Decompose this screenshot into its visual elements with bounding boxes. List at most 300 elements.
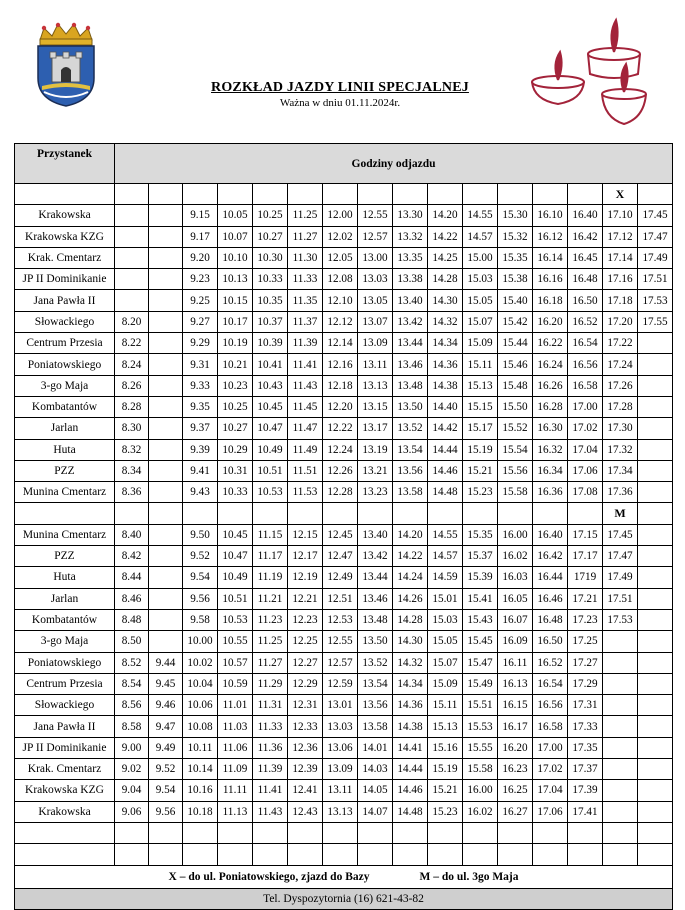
departure-time (638, 801, 673, 822)
empty-cell (218, 822, 253, 843)
departure-time: 15.40 (498, 290, 533, 311)
departure-time: 9.50 (183, 524, 218, 545)
departure-time: 9.44 (149, 652, 183, 673)
departure-time: 10.51 (218, 588, 253, 609)
departure-time (638, 396, 673, 417)
departure-time: 9.02 (115, 759, 149, 780)
departure-time: 17.06 (533, 801, 568, 822)
departure-time: 8.48 (115, 609, 149, 630)
departure-time: 9.47 (149, 716, 183, 737)
departure-time: 16.18 (533, 290, 568, 311)
departure-time: 17.32 (603, 439, 638, 460)
departure-time: 11.33 (253, 716, 288, 737)
departure-time (603, 652, 638, 673)
departure-time: 10.49 (218, 567, 253, 588)
departure-time: 17.17 (568, 546, 603, 567)
departure-time: 12.10 (323, 290, 358, 311)
departure-time: 13.21 (358, 460, 393, 481)
empty-cell (323, 503, 358, 524)
departure-time: 9.41 (183, 460, 218, 481)
departure-time: 11.33 (288, 269, 323, 290)
departure-time: 13.11 (323, 780, 358, 801)
departure-time: 11.35 (288, 290, 323, 311)
empty-cell (323, 822, 358, 843)
departure-time: 12.18 (323, 375, 358, 396)
departure-time: 10.13 (218, 269, 253, 290)
stop-name: JP II Dominikanie (15, 269, 115, 290)
table-row (15, 588, 673, 609)
empty-cell (428, 822, 463, 843)
departure-time: 8.34 (115, 460, 149, 481)
departure-time: 14.55 (428, 524, 463, 545)
departure-time: 13.40 (358, 524, 393, 545)
departure-time (149, 375, 183, 396)
departure-time: 14.48 (428, 482, 463, 503)
departure-time: 13.48 (393, 375, 428, 396)
departure-time (149, 311, 183, 332)
departure-time: 10.21 (218, 354, 253, 375)
departure-time: 13.35 (393, 247, 428, 268)
departure-time: 16.02 (498, 546, 533, 567)
departure-time: 15.43 (463, 609, 498, 630)
departure-time: 17.49 (638, 247, 673, 268)
stop-name: Munina Cmentarz (15, 482, 115, 503)
departure-time (115, 269, 149, 290)
departure-time: 11.36 (253, 737, 288, 758)
departure-time: 13.50 (358, 631, 393, 652)
departure-time: 15.39 (463, 567, 498, 588)
departure-time: 15.58 (463, 759, 498, 780)
departure-time: 10.47 (218, 546, 253, 567)
departure-time: 15.01 (428, 588, 463, 609)
departure-time: 16.03 (498, 567, 533, 588)
departure-time: 12.31 (288, 695, 323, 716)
empty-cell (183, 844, 218, 865)
departure-time: 10.27 (218, 418, 253, 439)
empty-cell (428, 503, 463, 524)
departure-time: 13.50 (393, 396, 428, 417)
departure-hours-header: Godziny odjazdu (115, 144, 673, 184)
departure-time: 16.00 (498, 524, 533, 545)
departure-time: 9.46 (149, 695, 183, 716)
departure-time: 16.44 (533, 567, 568, 588)
departure-time: 17.15 (568, 524, 603, 545)
departure-time: 15.13 (463, 375, 498, 396)
departure-time (149, 333, 183, 354)
departure-time (603, 737, 638, 758)
departure-time: 17.36 (603, 482, 638, 503)
departure-time: 14.22 (393, 546, 428, 567)
departure-time (149, 439, 183, 460)
departure-time: 10.53 (253, 482, 288, 503)
departure-time: 9.29 (183, 333, 218, 354)
departure-time: 10.31 (218, 460, 253, 481)
departure-time: 15.35 (498, 247, 533, 268)
departure-time: 8.54 (115, 673, 149, 694)
departure-time: 14.30 (428, 290, 463, 311)
departure-time: 10.41 (253, 354, 288, 375)
empty-cell (498, 184, 533, 205)
departure-time: 15.53 (463, 716, 498, 737)
departure-time: 12.28 (323, 482, 358, 503)
departure-time: 13.09 (358, 333, 393, 354)
table-row (15, 567, 673, 588)
departure-time: 17.02 (568, 418, 603, 439)
departure-time: 10.30 (253, 247, 288, 268)
departure-time: 17.53 (603, 609, 638, 630)
departure-time: 9.25 (183, 290, 218, 311)
departure-time: 16.27 (498, 801, 533, 822)
departure-time (149, 247, 183, 268)
departure-time: 9.15 (183, 205, 218, 226)
departure-time: 12.55 (323, 631, 358, 652)
departure-time: 9.49 (149, 737, 183, 758)
departure-time: 16.11 (498, 652, 533, 673)
departure-time: 10.33 (253, 269, 288, 290)
departure-time: 16.52 (568, 311, 603, 332)
departure-time (603, 716, 638, 737)
table-row (15, 205, 673, 226)
departure-time: 12.49 (323, 567, 358, 588)
departure-time: 14.07 (358, 801, 393, 822)
section-x-mark-row (15, 184, 673, 205)
departure-time: 10.53 (218, 609, 253, 630)
departure-time: 16.32 (533, 439, 568, 460)
departure-time: 15.03 (463, 269, 498, 290)
departure-time: 12.59 (323, 673, 358, 694)
departure-time: 17.04 (533, 780, 568, 801)
stop-name: Kombatantów (15, 609, 115, 630)
departure-time (638, 546, 673, 567)
empty-cell (638, 844, 673, 865)
departure-time (603, 801, 638, 822)
departure-time: 10.45 (253, 396, 288, 417)
departure-time: 12.57 (358, 226, 393, 247)
departure-time (115, 226, 149, 247)
empty-cell (323, 184, 358, 205)
departure-time: 13.40 (393, 290, 428, 311)
departure-time: 14.36 (428, 354, 463, 375)
departure-time: 10.25 (253, 205, 288, 226)
departure-time: 17.35 (568, 737, 603, 758)
departure-time: 16.42 (533, 546, 568, 567)
empty-cell (393, 822, 428, 843)
stop-name: Jarlan (15, 418, 115, 439)
departure-time: 17.45 (638, 205, 673, 226)
departure-time: 15.41 (463, 588, 498, 609)
departure-time: 13.01 (323, 695, 358, 716)
empty-cell (149, 184, 183, 205)
departure-time: 16.20 (498, 737, 533, 758)
departure-time: 14.55 (463, 205, 498, 226)
empty-cell (15, 822, 115, 843)
departure-time: 17.08 (568, 482, 603, 503)
empty-cell (393, 844, 428, 865)
departure-time: 14.20 (393, 524, 428, 545)
phone-row (15, 888, 673, 909)
empty-cell (288, 184, 323, 205)
timetable (14, 143, 673, 910)
departure-time: 14.57 (463, 226, 498, 247)
departure-time: 10.55 (218, 631, 253, 652)
departure-time: 13.30 (393, 205, 428, 226)
empty-cell (15, 503, 115, 524)
departure-time: 16.45 (568, 247, 603, 268)
empty-cell (149, 503, 183, 524)
departure-time: 16.15 (498, 695, 533, 716)
departure-time: 16.28 (533, 396, 568, 417)
departure-time: 9.45 (149, 673, 183, 694)
departure-time: 8.32 (115, 439, 149, 460)
departure-time: 13.38 (393, 269, 428, 290)
departure-time: 14.28 (428, 269, 463, 290)
departure-time: 12.12 (323, 311, 358, 332)
departure-time: 16.54 (533, 673, 568, 694)
departure-time: 8.58 (115, 716, 149, 737)
table-row (15, 482, 673, 503)
empty-cell (253, 184, 288, 205)
departure-time: 8.44 (115, 567, 149, 588)
departure-time (638, 652, 673, 673)
departure-time: 14.38 (428, 375, 463, 396)
departure-time: 10.07 (218, 226, 253, 247)
departure-time: 11.15 (253, 524, 288, 545)
departure-time: 9.23 (183, 269, 218, 290)
empty-cell (15, 184, 115, 205)
departure-time: 8.56 (115, 695, 149, 716)
departure-time: 16.48 (533, 609, 568, 630)
departure-time: 12.26 (323, 460, 358, 481)
section-m-mark-row (15, 503, 673, 524)
departure-time (149, 226, 183, 247)
departure-time: 15.19 (463, 439, 498, 460)
table-row (15, 439, 673, 460)
departure-time: 14.24 (393, 567, 428, 588)
departure-time: 15.23 (463, 482, 498, 503)
departure-time: 14.25 (428, 247, 463, 268)
departure-time (638, 354, 673, 375)
departure-time (149, 631, 183, 652)
empty-cell (428, 184, 463, 205)
departure-time: 13.32 (393, 226, 428, 247)
departure-time: 14.34 (393, 673, 428, 694)
departure-time: 13.46 (393, 354, 428, 375)
departure-time: 17.12 (603, 226, 638, 247)
departure-time (638, 695, 673, 716)
departure-time: 15.51 (463, 695, 498, 716)
empty-cell (288, 844, 323, 865)
departure-time: 15.13 (428, 716, 463, 737)
departure-time: 10.47 (253, 418, 288, 439)
departure-time: 12.22 (323, 418, 358, 439)
departure-time: 12.19 (288, 567, 323, 588)
departure-time: 16.14 (533, 247, 568, 268)
empty-cell (115, 844, 149, 865)
departure-time: 11.30 (288, 247, 323, 268)
departure-time: 14.57 (428, 546, 463, 567)
departure-time: 16.58 (533, 716, 568, 737)
departure-time: 12.05 (323, 247, 358, 268)
departure-time: 8.28 (115, 396, 149, 417)
stop-name: 3-go Maja (15, 631, 115, 652)
empty-cell (253, 822, 288, 843)
departure-time: 9.56 (183, 588, 218, 609)
legend-row (15, 865, 673, 888)
departure-time: 16.56 (533, 695, 568, 716)
table-row (15, 737, 673, 758)
empty-cell (183, 503, 218, 524)
departure-time: 11.19 (253, 567, 288, 588)
departure-time: 13.15 (358, 396, 393, 417)
departure-time: 14.44 (393, 759, 428, 780)
empty-cell (603, 844, 638, 865)
empty-cell (253, 503, 288, 524)
departure-time: 15.47 (463, 652, 498, 673)
stop-name: Słowackiego (15, 695, 115, 716)
departure-time: 11.11 (218, 780, 253, 801)
departure-time: 11.39 (288, 333, 323, 354)
departure-time (115, 290, 149, 311)
departure-time: 16.54 (568, 333, 603, 354)
departure-time: 12.53 (323, 609, 358, 630)
departure-time (115, 247, 149, 268)
route-variant-mark: M (603, 503, 638, 524)
departure-time: 15.54 (498, 439, 533, 460)
departure-time: 17.53 (638, 290, 673, 311)
departure-time: 15.09 (428, 673, 463, 694)
departure-time: 17.26 (603, 375, 638, 396)
departure-time: 8.36 (115, 482, 149, 503)
empty-cell (498, 844, 533, 865)
departure-time: 16.09 (498, 631, 533, 652)
empty-cell (463, 184, 498, 205)
departure-time: 10.57 (218, 652, 253, 673)
departure-time: 9.54 (183, 567, 218, 588)
empty-cell (218, 503, 253, 524)
empty-cell (428, 844, 463, 865)
table-row (15, 801, 673, 822)
departure-time: 17.10 (603, 205, 638, 226)
stop-name: 3-go Maja (15, 375, 115, 396)
departure-time (638, 439, 673, 460)
empty-cell (463, 844, 498, 865)
departure-time: 10.23 (218, 375, 253, 396)
table-row (15, 631, 673, 652)
departure-time: 8.46 (115, 588, 149, 609)
route-variant-mark: X (603, 184, 638, 205)
departure-time: 15.50 (498, 396, 533, 417)
departure-time: 15.42 (498, 311, 533, 332)
departure-time: 16.58 (568, 375, 603, 396)
departure-time (149, 290, 183, 311)
legend-x: X – do ul. Poniatowskiego, zjazd do Bazy (168, 870, 370, 883)
departure-time: 11.17 (253, 546, 288, 567)
departure-time: 11.41 (288, 354, 323, 375)
departure-time: 14.48 (393, 801, 428, 822)
departure-time: 8.42 (115, 546, 149, 567)
departure-time: 14.59 (428, 567, 463, 588)
departure-time: 16.17 (498, 716, 533, 737)
departure-time: 12.27 (288, 652, 323, 673)
table-row (15, 226, 673, 247)
departure-time: 11.49 (288, 439, 323, 460)
empty-cell (218, 844, 253, 865)
departure-time: 12.51 (323, 588, 358, 609)
departure-time: 17.51 (638, 269, 673, 290)
departure-time: 17.04 (568, 439, 603, 460)
departure-time: 11.43 (288, 375, 323, 396)
departure-time: 10.43 (253, 375, 288, 396)
departure-time: 8.52 (115, 652, 149, 673)
departure-time: 16.20 (533, 311, 568, 332)
departure-time: 17.34 (603, 460, 638, 481)
departure-time: 10.10 (218, 247, 253, 268)
departure-time (149, 460, 183, 481)
departure-time: 9.52 (183, 546, 218, 567)
departure-time: 8.22 (115, 333, 149, 354)
departure-time: 12.17 (288, 546, 323, 567)
departure-time (638, 716, 673, 737)
departure-time: 1719 (568, 567, 603, 588)
departure-time: 15.21 (428, 780, 463, 801)
departure-time: 14.40 (428, 396, 463, 417)
empty-cell (288, 503, 323, 524)
departure-time: 12.55 (358, 205, 393, 226)
departure-time: 12.23 (288, 609, 323, 630)
departure-time: 12.39 (288, 759, 323, 780)
departure-time: 9.43 (183, 482, 218, 503)
departure-time: 11.27 (288, 226, 323, 247)
departure-time: 17.25 (568, 631, 603, 652)
departure-time: 17.39 (568, 780, 603, 801)
departure-time: 16.50 (533, 631, 568, 652)
departure-time: 13.42 (358, 546, 393, 567)
departure-time: 16.23 (498, 759, 533, 780)
departure-time: 11.43 (253, 801, 288, 822)
table-row (15, 290, 673, 311)
departure-time: 17.00 (533, 737, 568, 758)
departure-time: 17.33 (568, 716, 603, 737)
departure-time: 9.17 (183, 226, 218, 247)
departure-time: 15.35 (463, 524, 498, 545)
departure-time: 14.36 (393, 695, 428, 716)
departure-time: 16.52 (533, 652, 568, 673)
departure-time: 10.25 (218, 396, 253, 417)
empty-cell (463, 503, 498, 524)
departure-time: 10.35 (253, 290, 288, 311)
departure-time: 17.31 (568, 695, 603, 716)
departure-time: 9.58 (183, 609, 218, 630)
departure-time: 13.17 (358, 418, 393, 439)
departure-time: 14.05 (358, 780, 393, 801)
departure-time: 11.37 (288, 311, 323, 332)
empty-cell (393, 503, 428, 524)
stop-name: JP II Dominikanie (15, 737, 115, 758)
departure-time: 10.33 (218, 482, 253, 503)
departure-time: 13.11 (358, 354, 393, 375)
departure-time (638, 588, 673, 609)
departure-time: 9.06 (115, 801, 149, 822)
departure-time: 12.25 (288, 631, 323, 652)
departure-time: 9.31 (183, 354, 218, 375)
departure-time: 17.14 (603, 247, 638, 268)
empty-cell (218, 184, 253, 205)
departure-time (638, 673, 673, 694)
departure-time: 10.06 (183, 695, 218, 716)
departure-time: 14.28 (393, 609, 428, 630)
departure-time (638, 737, 673, 758)
stop-name: Krakowska (15, 801, 115, 822)
